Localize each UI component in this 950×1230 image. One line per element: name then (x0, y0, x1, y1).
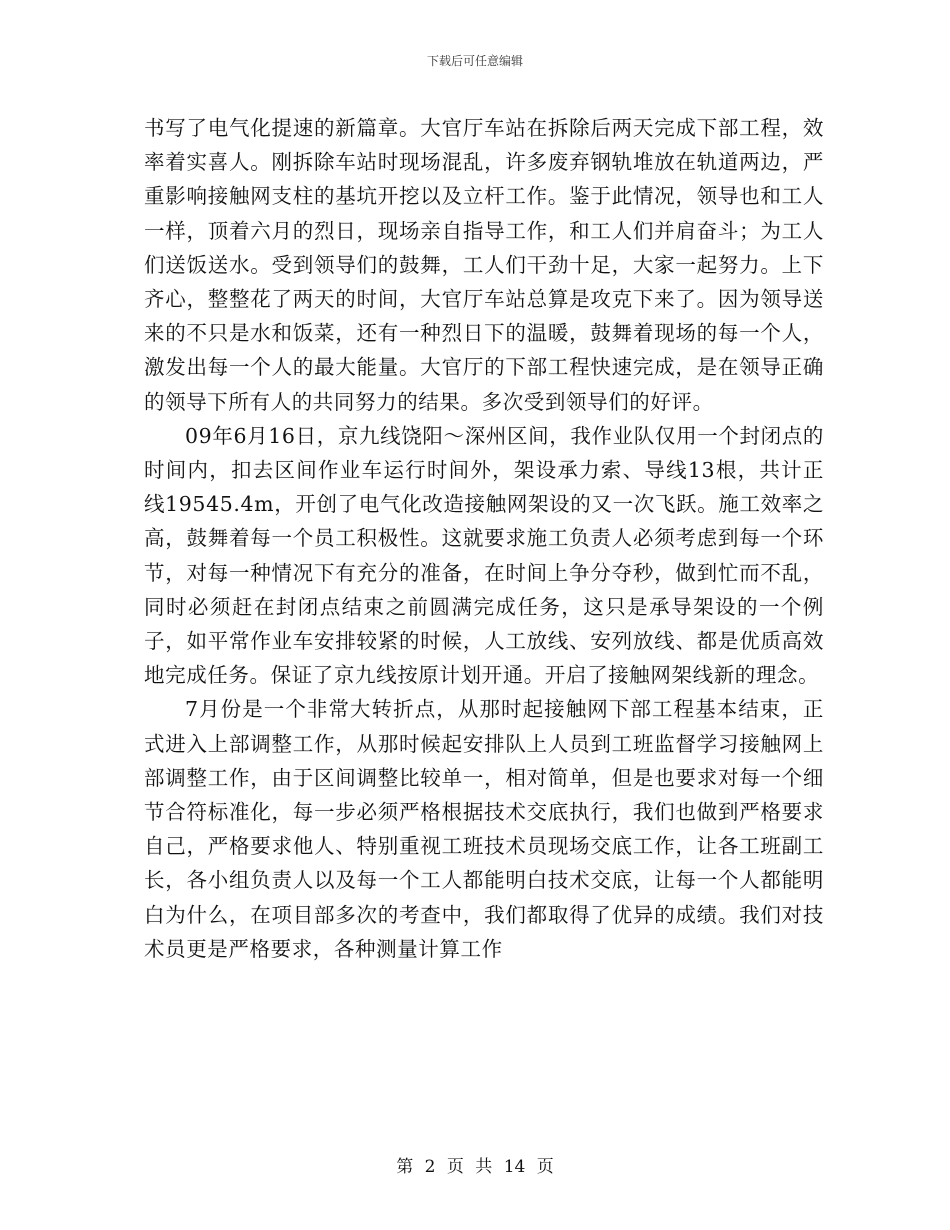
paragraph-1: 书写了电气化提速的新篇章。大官厅车站在拆除后两天完成下部工程，效率着实喜人。刚拆除车站时现场混乱，许多废弃钢轨堆放在轨道两边，严重影响接触网支柱的基坑开挖以及立杆工作。鉴于此情况，领导也和工人一样，顶着六月的烈日，现场亲自指导工作，和工人们并肩奋斗；为工人们送饭送水。受到领导们的鼓舞，工人们干劲十足，大家一起努力。上下齐心，整整花了两天的时间，大官厅车站总算是攻克下来了。因为领导送来的不只是水和饭菜，还有一种烈日下的温暖，鼓舞着现场的每一个人，激发出每一个人的最大能量。大官厅的下部工程快速完成，是在领导正确的领导下所有人的共同努力的结果。多次受到领导们的好评。 (144, 116, 824, 414)
header-note: 下载后可任意编辑 (426, 54, 523, 68)
paragraph-3: 7月份是一个非常大转折点，从那时起接触网下部工程基本结束，正式进入上部调整工作，从那时候起安排队上人员到工班监督学习接触网上部调整工作，由于区间调整比较单一，相对简单，但是也要求对每一个细节合符标准化，每一步必须严格根据技术交底执行，我们也做到严格要求自己，严格要求他人、特别重视工班技术员现场交底工作，让各工班副工长，各小组负责人以及每一个工人都能明白技术交底，让每一个人都能明白为什么，在项目部多次的考查中，我们都取得了优异的成绩。我们对技术员更是严格要求，各种测量计算工作 (144, 697, 824, 961)
page-footer: 第 2 页 共 14 页 (396, 1157, 554, 1177)
document-body (144, 111, 824, 966)
paragraph-2: 09年6月16日，京九线饶阳～深州区间，我作业队仅用一个封闭点的时间内，扣去区间作业车运行时间外，架设承力索、导线13根，共计正线19545.4m，开创了电气化改造接触网架设的又一次飞跃。施工效率之高，鼓舞着每一个员工积极性。这就要求施工负责人必须考虑到每一个环节，对每一种情况下有充分的准备，在时间上争分夺秒，做到忙而不乱，同时必须赶在封闭点结束之前圆满完成任务，这只是承导架设的一个例子，如平常作业车安排较紧的时候，人工放线、安列放线、都是优质高效地完成任务。保证了京九线按原计划开通。开启了接触网架线新的理念。 (144, 423, 824, 688)
